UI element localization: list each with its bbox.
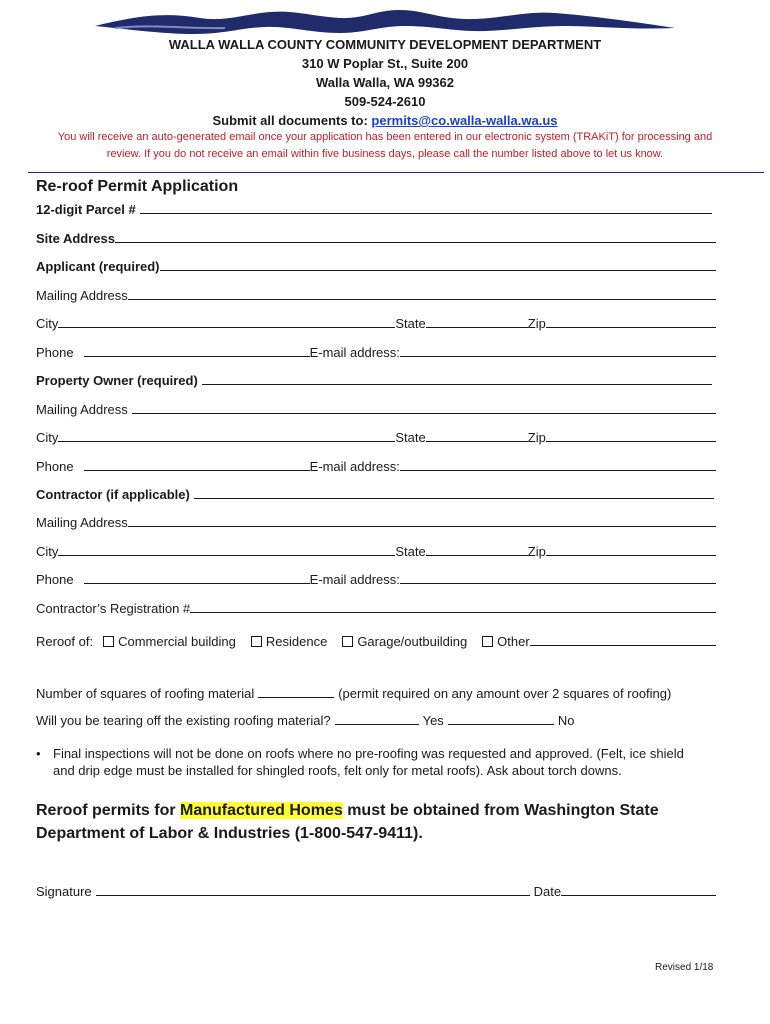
owner-label: Property Owner (required): [36, 373, 198, 388]
residence-checkbox[interactable]: [251, 636, 262, 647]
manuf-line-2: Department of Labor & Industries (1-800-547-9411).: [36, 825, 423, 842]
yes-label: Yes: [422, 713, 444, 728]
applicant-row: [36, 254, 716, 274]
owner-mailing-row: [36, 397, 716, 417]
garage-checkbox[interactable]: [342, 636, 353, 647]
applicant-email-input[interactable]: [400, 343, 716, 357]
date-label: Date: [533, 884, 562, 899]
parcel-input[interactable]: [140, 200, 712, 214]
applicant-mailing-input[interactable]: [128, 286, 716, 300]
reroof-type-row: [36, 629, 716, 649]
owner-email-label: E-mail address:: [309, 459, 400, 474]
contractor-registration-label: Contractor’s Registration #: [36, 601, 191, 616]
owner-city-input[interactable]: [58, 428, 395, 442]
contractor-zip-input[interactable]: [546, 542, 716, 556]
no-label: No: [557, 713, 575, 728]
contractor-label: Contractor (if applicable): [36, 487, 190, 502]
applicant-phone-row: [36, 340, 716, 360]
contractor-phone-row: [36, 567, 716, 587]
applicant-state-input[interactable]: [426, 314, 528, 328]
squares-label: Number of squares of roofing material: [36, 686, 255, 701]
site-address-label: Site Address: [36, 231, 115, 246]
owner-phone-label: Phone: [36, 459, 74, 474]
residence-label: Residence: [265, 634, 328, 649]
tear-off-label: Will you be tearing off the existing roofing material?: [36, 713, 331, 728]
contractor-state-input[interactable]: [426, 542, 528, 556]
applicant-city-input[interactable]: [58, 314, 395, 328]
owner-phone-input[interactable]: [84, 457, 310, 471]
owner-phone-row: [36, 454, 716, 474]
notice-line-1: You will receive an auto-generated email once your application has been entered in our electronic system (TRAKiT) for processing and: [57, 131, 713, 143]
section-divider: [28, 172, 764, 173]
contractor-input[interactable]: [194, 485, 714, 499]
owner-city-row: [36, 425, 716, 445]
manuf-highlight: Manufactured Homes: [180, 802, 343, 819]
squares-note: (permit required on any amount over 2 squares of roofing): [338, 686, 672, 701]
permits-email-link[interactable]: permits@co.walla-walla.wa.us: [371, 113, 558, 128]
department-city-state: Walla Walla, WA 99362: [316, 75, 454, 90]
department-phone: 509-524-2610: [344, 94, 426, 109]
contractor-mailing-label: Mailing Address: [36, 515, 128, 530]
squares-row: [36, 681, 716, 701]
applicant-mailing-row: [36, 283, 716, 303]
manuf-post: must be obtained from Washington State: [347, 802, 659, 819]
contractor-registration-row: [36, 596, 716, 616]
owner-input[interactable]: [202, 371, 712, 385]
owner-zip-input[interactable]: [546, 428, 716, 442]
applicant-state-label: State: [395, 316, 426, 331]
site-address-row: [36, 226, 716, 246]
contractor-city-row: [36, 539, 716, 559]
date-input[interactable]: [561, 882, 716, 896]
other-label: Other: [497, 634, 530, 649]
contractor-phone-input[interactable]: [84, 570, 310, 584]
owner-mailing-label: Mailing Address: [36, 402, 128, 417]
applicant-phone-label: Phone: [36, 345, 74, 360]
parcel-row: [36, 197, 712, 217]
contractor-mailing-row: [36, 510, 716, 530]
contractor-phone-label: Phone: [36, 572, 74, 587]
site-address-input[interactable]: [115, 229, 716, 243]
contractor-registration-input[interactable]: [190, 599, 716, 613]
owner-row: [36, 368, 712, 388]
department-address: 310 W Poplar St., Suite 200: [301, 56, 469, 71]
contractor-city-label: City: [36, 544, 59, 559]
garage-label: Garage/outbuilding: [357, 634, 468, 649]
tear-off-no-input[interactable]: [448, 711, 554, 725]
applicant-label: Applicant (required): [36, 259, 160, 274]
submit-label: Submit all documents to:: [212, 113, 368, 128]
owner-email-input[interactable]: [400, 457, 716, 471]
commercial-label: Commercial building: [118, 634, 236, 649]
tear-off-yes-input[interactable]: [335, 711, 419, 725]
contractor-mailing-input[interactable]: [128, 513, 716, 527]
applicant-city-label: City: [36, 316, 59, 331]
revision-note: Revised 1/18: [655, 962, 714, 973]
applicant-phone-input[interactable]: [84, 343, 310, 357]
inspection-note-line-2: and drip edge must be installed for shingled roofs, felt only for metal roofs). Ask about torch downs.: [53, 763, 622, 778]
signature-label: Signature: [36, 884, 92, 899]
inspection-note-text: [53, 745, 684, 779]
other-checkbox[interactable]: [482, 636, 493, 647]
owner-city-label: City: [36, 430, 59, 445]
contractor-email-input[interactable]: [400, 570, 716, 584]
applicant-mailing-label: Mailing Address: [36, 288, 128, 303]
submit-line: [0, 113, 770, 128]
contractor-row: [36, 482, 714, 502]
squares-input[interactable]: [258, 684, 334, 698]
manuf-pre: Reroof permits for: [36, 802, 176, 819]
form-title: Re-roof Permit Application: [36, 178, 239, 195]
applicant-email-label: E-mail address:: [309, 345, 400, 360]
contractor-city-input[interactable]: [58, 542, 395, 556]
applicant-zip-label: Zip: [527, 316, 546, 331]
owner-state-input[interactable]: [426, 428, 528, 442]
inspection-note-line-1: Final inspections will not be done on roofs where no pre-roofing was requested and approved. (Felt, ice shield: [53, 746, 684, 761]
notice-line-2: review. If you do not receive an email within five business days, please call the number listed above to let us know.: [106, 148, 664, 160]
reroof-of-label: Reroof of:: [36, 634, 94, 649]
tear-off-row: [36, 708, 716, 728]
contractor-email-label: E-mail address:: [309, 572, 400, 587]
applicant-city-row: [36, 311, 716, 331]
owner-mailing-input[interactable]: [132, 400, 716, 414]
contractor-state-label: State: [395, 544, 426, 559]
applicant-zip-input[interactable]: [546, 314, 716, 328]
applicant-input[interactable]: [160, 257, 716, 271]
parcel-label: 12-digit Parcel #: [36, 202, 136, 217]
bullet-dot: •: [36, 746, 41, 761]
manufactured-homes-notice: [36, 799, 736, 845]
contractor-zip-label: Zip: [527, 544, 546, 559]
commercial-checkbox[interactable]: [103, 636, 114, 647]
department-name: WALLA WALLA COUNTY COMMUNITY DEVELOPMENT DEPARTMENT: [168, 37, 602, 52]
owner-state-label: State: [395, 430, 426, 445]
inspection-note: [36, 745, 736, 779]
owner-zip-label: Zip: [527, 430, 546, 445]
signature-input[interactable]: [96, 882, 530, 896]
signature-row: [36, 879, 716, 899]
other-input[interactable]: [530, 632, 716, 646]
